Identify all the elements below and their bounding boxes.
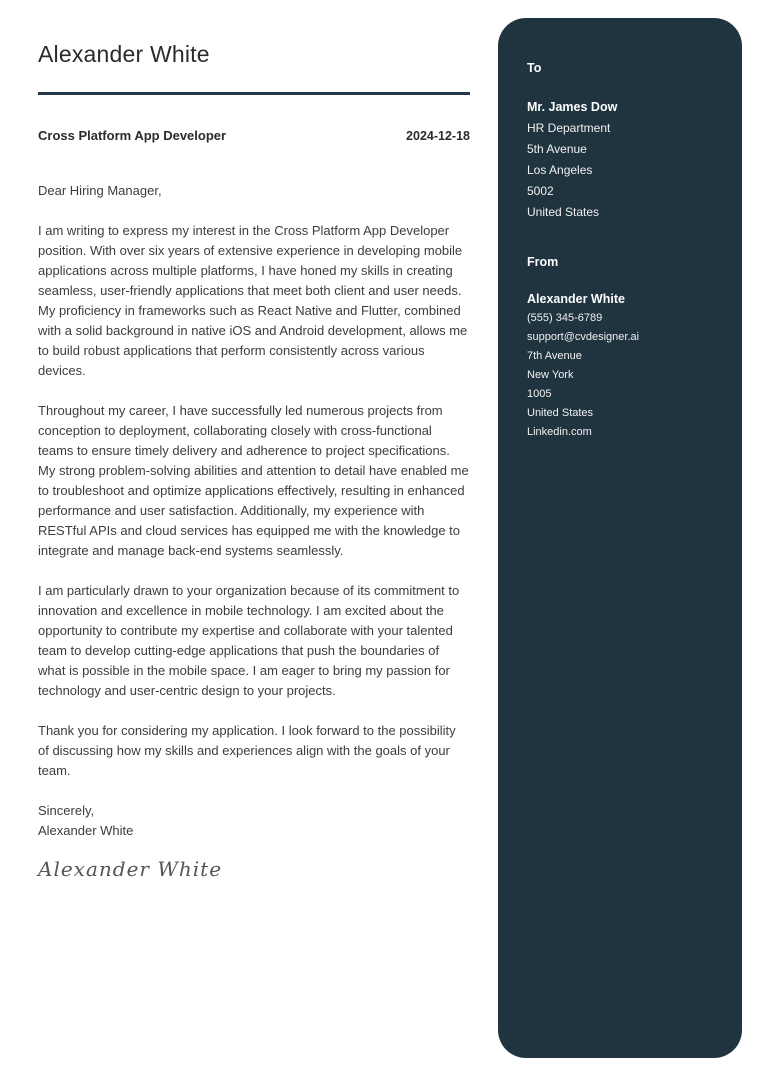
paragraph-2: Throughout my career, I have successfully led numerous projects from conception to deployment, collaborating closely with cross-functional teams to ensure timely delivery and adherence to project specifications. My strong problem-solving abilities and attention to detail have enabled me to troubleshoot and optimize applications effectively, resulting in enhanced performance and user satisfaction. Additionally, my experience with RESTful APIs and cloud services has equipped me with the knowledge to integrate and manage back-end systems seamlessly. <box>38 403 469 558</box>
job-title: Cross Platform App Developer <box>38 128 227 143</box>
salutation: Dear Hiring Manager, <box>38 183 162 198</box>
header-divider-line <box>38 92 470 95</box>
to-label: To <box>527 61 542 75</box>
closing-block <box>38 801 470 841</box>
closing-salutation: Sincerely, <box>38 803 95 818</box>
recipient-street: 5th Avenue <box>527 142 587 156</box>
closing-name: Alexander White <box>38 823 134 838</box>
sender-linkedin: Linkedin.com <box>527 426 592 438</box>
paragraph-3: I am particularly drawn to your organization because of its commitment to innovation and excellence in mobile technology. I am excited about the opportunity to contribute my expertise and collaborate with your talented team to develop cutting-edge applications that push the boundaries of what is possible in the mobile space. I am eager to bring my passion for technology and user-centric design to your projects. <box>38 583 460 698</box>
recipient-zip: 5002 <box>527 184 554 198</box>
author-name-heading: Alexander White <box>38 41 210 67</box>
recipient-city: Los Angeles <box>527 163 593 177</box>
contact-sidebar <box>498 18 742 1058</box>
recipient-section <box>527 61 718 223</box>
sender-phone: (555) 345-6789 <box>527 312 603 324</box>
recipient-department: HR Department <box>527 121 611 135</box>
sender-section <box>527 255 718 442</box>
paragraph-4: Thank you for considering my application. I look forward to the possibility of discussing how my skills and experiences align with the goals of your team. <box>38 723 456 778</box>
sender-name: Alexander White <box>527 292 625 306</box>
sender-zip: 1005 <box>527 388 552 400</box>
sender-street: 7th Avenue <box>527 350 582 362</box>
title-date-row <box>38 128 470 143</box>
paragraph-1: I am writing to express my interest in the Cross Platform App Developer position. With over six years of extensive experience in developing mobile applications across multiple platforms, I have honed my skills in creating seamless, user-friendly applications that meet both client and user needs. My proficiency in frameworks such as React Native and Flutter, combined with a solid background in native iOS and Android development, allows me to build robust applications that perform consistently across various devices. <box>38 223 468 378</box>
handwritten-signature: Alexander White <box>38 857 223 881</box>
letter-body <box>38 181 470 881</box>
from-label: From <box>527 255 559 269</box>
sender-country: United States <box>527 407 594 419</box>
letter-date: 2024-12-18 <box>406 129 470 143</box>
letter-main-column <box>38 41 470 881</box>
recipient-name: Mr. James Dow <box>527 100 618 114</box>
sender-email: support@cvdesigner.ai <box>527 331 640 343</box>
sender-city: New York <box>527 369 574 381</box>
recipient-country: United States <box>527 205 600 219</box>
